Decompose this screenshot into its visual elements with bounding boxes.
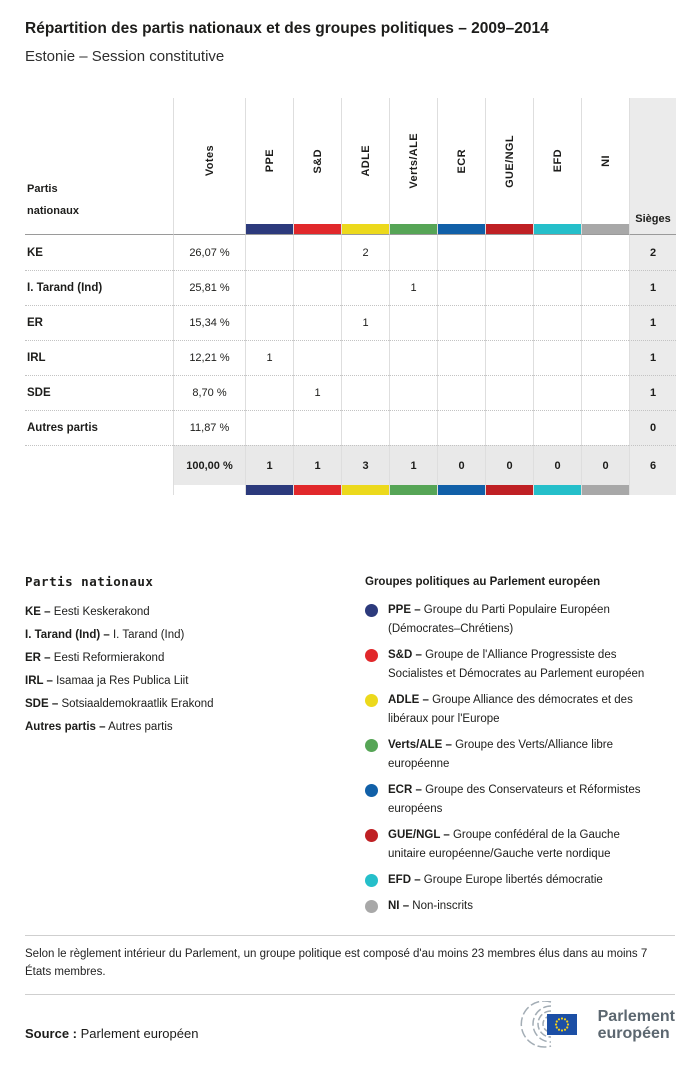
- party-legend-item: ER – Eesti Reformierakond: [25, 652, 165, 664]
- total-group-seats-cell: 1: [293, 445, 341, 485]
- group-color-bar: [342, 224, 389, 234]
- group-legend-text: ECR – Groupe des Conservateurs et Réformistes européens: [388, 784, 641, 815]
- group-header-label: ECR: [455, 148, 468, 174]
- group-header-NI: [581, 98, 629, 235]
- group-seats-cell: [341, 270, 389, 305]
- group-legend-item: [365, 897, 655, 916]
- group-header-label: ADLE: [359, 145, 372, 177]
- total-votes-cell: 100,00 %: [173, 445, 245, 485]
- group-legend-text: Verts/ALE – Groupe des Verts/Alliance libre européenne: [388, 739, 614, 770]
- group-seats-cell: [245, 375, 293, 410]
- group-header-PPE: [245, 98, 293, 235]
- party-name-cell: Autres partis: [25, 410, 173, 445]
- group-legend-text: EFD – Groupe Europe libertés démocratie: [388, 874, 603, 886]
- group-legend-abbr: GUE/NGL –: [388, 829, 450, 841]
- group-color-dot-icon: [365, 874, 378, 887]
- source-text: [25, 1026, 198, 1041]
- total-group-seats-cell: 1: [245, 445, 293, 485]
- votes-cell: 12,21 %: [173, 340, 245, 375]
- group-legend-text: PPE – Groupe du Parti Populaire Européen (Démocrates–Chrétiens): [388, 604, 610, 635]
- group-color-bar-bottom: [485, 485, 533, 495]
- group-header-label: Verts/ALE: [407, 133, 420, 189]
- group-legend-abbr: Verts/ALE –: [388, 739, 452, 751]
- seats-cell: 1: [629, 340, 676, 375]
- footer-divider-bottom: [25, 994, 675, 995]
- group-color-bar: [246, 224, 293, 234]
- party-name-cell: IRL: [25, 340, 173, 375]
- bar-row-spacer: [25, 485, 173, 495]
- group-legend-item: [365, 691, 655, 729]
- group-color-bar: [294, 224, 341, 234]
- group-legend-item: [365, 826, 655, 864]
- party-name-cell: SDE: [25, 375, 173, 410]
- group-header-label: S&D: [311, 148, 324, 174]
- source-value: Parlement européen: [80, 1025, 199, 1041]
- party-legend-abbr: SDE –: [25, 698, 59, 710]
- party-name-cell: I. Tarand (Ind): [25, 270, 173, 305]
- group-header-Verts/ALE: [389, 98, 437, 235]
- group-seats-cell: [293, 270, 341, 305]
- group-legend-text: ADLE – Groupe Alliance des démocrates et des libéraux pour l'Europe: [388, 694, 633, 725]
- group-seats-cell: [245, 410, 293, 445]
- votes-cell: 26,07 %: [173, 235, 245, 270]
- votes-column-header: [173, 98, 245, 235]
- group-seats-cell: [293, 305, 341, 340]
- hemicycle-eu-flag-icon: [507, 1001, 589, 1049]
- group-header-label: GUE/NGL: [503, 134, 516, 188]
- source-row: [25, 1001, 675, 1049]
- group-legend-abbr: EFD –: [388, 874, 421, 886]
- group-seats-cell: [341, 410, 389, 445]
- group-color-dot-icon: [365, 739, 378, 752]
- votes-header-label: Votes: [203, 145, 216, 177]
- group-seats-cell: [581, 235, 629, 270]
- party-legend-abbr: KE –: [25, 606, 51, 618]
- seats-column-footer: [629, 485, 676, 495]
- bar-row-spacer: [173, 485, 245, 495]
- source-label: Source :: [25, 1025, 78, 1041]
- legend-national-parties: [25, 570, 365, 935]
- group-seats-cell: [341, 340, 389, 375]
- party-legend-abbr: I. Tarand (Ind) –: [25, 629, 110, 641]
- group-seats-cell: [389, 340, 437, 375]
- group-header-EFD: [533, 98, 581, 235]
- group-legend-item: [365, 781, 655, 819]
- votes-cell: 25,81 %: [173, 270, 245, 305]
- page-subtitle: Estonie – Session constitutive: [25, 48, 225, 65]
- group-seats-cell: [437, 340, 485, 375]
- legend-parties-items: [25, 605, 365, 734]
- group-seats-cell: [293, 235, 341, 270]
- legend-parties-title: Partis nationaux: [25, 574, 154, 589]
- results-table: [25, 98, 675, 495]
- group-seats-cell: [533, 375, 581, 410]
- group-color-bar: [438, 224, 485, 234]
- party-column-header-label: Partis nationaux: [27, 183, 79, 217]
- group-color-dot-icon: [365, 900, 378, 913]
- group-color-bar-bottom: [341, 485, 389, 495]
- group-seats-cell: [485, 375, 533, 410]
- group-color-bar-bottom: [533, 485, 581, 495]
- group-legend-item: [365, 871, 655, 890]
- group-legend-abbr: ECR –: [388, 784, 422, 796]
- group-seats-cell: [485, 410, 533, 445]
- legend-groups-items: [365, 601, 655, 916]
- group-header-ADLE: [341, 98, 389, 235]
- group-seats-cell: [581, 305, 629, 340]
- group-seats-cell: 1: [341, 305, 389, 340]
- group-legend-text: S&D – Groupe de l'Alliance Progressiste des Socialistes et Démocrates au Parlement européen: [388, 649, 645, 680]
- total-group-seats-cell: 3: [341, 445, 389, 485]
- party-legend-item: SDE – Sotsiaaldemokraatlik Erakond: [25, 698, 214, 710]
- group-legend-item: [365, 601, 655, 639]
- seats-cell: 1: [629, 270, 676, 305]
- group-seats-cell: [437, 235, 485, 270]
- group-seats-cell: [389, 375, 437, 410]
- total-group-seats-cell: 1: [389, 445, 437, 485]
- party-legend-abbr: ER –: [25, 652, 51, 664]
- total-group-seats-cell: 0: [581, 445, 629, 485]
- group-color-dot-icon: [365, 694, 378, 707]
- group-seats-cell: [485, 340, 533, 375]
- group-seats-cell: [581, 410, 629, 445]
- total-group-seats-cell: 0: [485, 445, 533, 485]
- footer-divider-top: [25, 935, 675, 936]
- logo-text-line1: Parlement: [597, 1007, 675, 1025]
- seats-cell: 2: [629, 235, 676, 270]
- group-seats-cell: [437, 375, 485, 410]
- group-header-label: NI: [599, 155, 612, 167]
- group-seats-cell: [245, 235, 293, 270]
- group-color-bar-bottom: [437, 485, 485, 495]
- group-header-label: EFD: [551, 149, 564, 173]
- group-seats-cell: [485, 270, 533, 305]
- group-seats-cell: [437, 410, 485, 445]
- seats-column-header: Sièges: [629, 98, 676, 235]
- page-title: Répartition des partis nationaux et des groupes politiques – 2009–2014: [25, 20, 549, 37]
- group-legend-item: [365, 736, 655, 774]
- group-legend-item: [365, 646, 655, 684]
- party-column-header: [25, 98, 173, 235]
- group-color-bar-bottom: [389, 485, 437, 495]
- group-color-dot-icon: [365, 604, 378, 617]
- group-seats-cell: [533, 270, 581, 305]
- group-seats-cell: [245, 270, 293, 305]
- group-color-bar: [486, 224, 533, 234]
- party-name-cell: KE: [27, 246, 43, 259]
- group-color-bar-bottom: [293, 485, 341, 495]
- seats-cell: 1: [629, 305, 676, 340]
- group-seats-cell: 1: [389, 270, 437, 305]
- party-legend-item: I. Tarand (Ind) – I. Tarand (Ind): [25, 629, 185, 641]
- group-seats-cell: [437, 270, 485, 305]
- group-seats-cell: [293, 340, 341, 375]
- party-legend-abbr: IRL –: [25, 675, 53, 687]
- group-seats-cell: [533, 340, 581, 375]
- group-seats-cell: [533, 410, 581, 445]
- group-color-bar: [582, 224, 629, 234]
- group-header-ECR: [437, 98, 485, 235]
- total-seats-cell: 6: [629, 445, 676, 485]
- group-seats-cell: 2: [341, 235, 389, 270]
- legend-groups-title: Groupes politiques au Parlement européen: [365, 576, 601, 588]
- group-seats-cell: [581, 375, 629, 410]
- seats-cell: 1: [629, 375, 676, 410]
- group-legend-abbr: ADLE –: [388, 694, 429, 706]
- party-legend-item: KE – Eesti Keskerakond: [25, 606, 150, 618]
- party-name-cell: ER: [25, 305, 173, 340]
- group-legend-abbr: PPE –: [388, 604, 421, 616]
- total-group-seats-cell: 0: [533, 445, 581, 485]
- party-legend-item: IRL – Isamaa ja Res Publica Liit: [25, 675, 189, 687]
- group-color-bar: [390, 224, 437, 234]
- group-legend-text: GUE/NGL – Groupe confédéral de la Gauche unitaire européenne/Gauche verte nordique: [388, 829, 620, 860]
- total-group-seats-cell: 0: [437, 445, 485, 485]
- group-color-dot-icon: [365, 649, 378, 662]
- legend-political-groups: [365, 570, 655, 935]
- party-legend-item: Autres partis – Autres partis: [25, 721, 173, 733]
- group-seats-cell: [245, 305, 293, 340]
- group-seats-cell: 1: [293, 375, 341, 410]
- group-header-GUE/NGL: [485, 98, 533, 235]
- total-row-spacer: [25, 445, 173, 485]
- group-legend-abbr: S&D –: [388, 649, 422, 661]
- group-color-bar: [534, 224, 581, 234]
- group-seats-cell: [293, 410, 341, 445]
- group-seats-cell: [485, 305, 533, 340]
- european-parliament-logo: [507, 1001, 675, 1049]
- group-seats-cell: 1: [245, 340, 293, 375]
- group-seats-cell: [389, 410, 437, 445]
- logo-text-line2: européen: [597, 1024, 670, 1042]
- group-color-bar-bottom: [245, 485, 293, 495]
- infographic: [0, 20, 700, 1049]
- seats-cell: 0: [629, 410, 676, 445]
- group-seats-cell: [581, 270, 629, 305]
- group-seats-cell: [533, 235, 581, 270]
- group-seats-cell: [389, 235, 437, 270]
- group-seats-cell: [581, 340, 629, 375]
- group-color-dot-icon: [365, 829, 378, 842]
- group-seats-cell: [341, 375, 389, 410]
- logo-text: [598, 1008, 675, 1042]
- group-seats-cell: [389, 305, 437, 340]
- votes-cell: 15,34 %: [173, 305, 245, 340]
- group-legend-text: NI – Non-inscrits: [388, 900, 473, 912]
- group-color-dot-icon: [365, 784, 378, 797]
- legends: [25, 570, 675, 935]
- group-legend-abbr: NI –: [388, 900, 410, 912]
- group-seats-cell: [437, 305, 485, 340]
- party-legend-abbr: Autres partis –: [25, 721, 106, 733]
- group-header-S&D: [293, 98, 341, 235]
- votes-cell: 11,87 %: [173, 410, 245, 445]
- votes-cell: 8,70 %: [173, 375, 245, 410]
- group-seats-cell: [485, 235, 533, 270]
- group-color-bar-bottom: [581, 485, 629, 495]
- footnote: Selon le règlement intérieur du Parlement, un groupe politique est composé d'au moins 23 membres élus dans au moins 7 États membres.: [25, 948, 648, 978]
- group-seats-cell: [533, 305, 581, 340]
- group-header-label: PPE: [263, 149, 276, 173]
